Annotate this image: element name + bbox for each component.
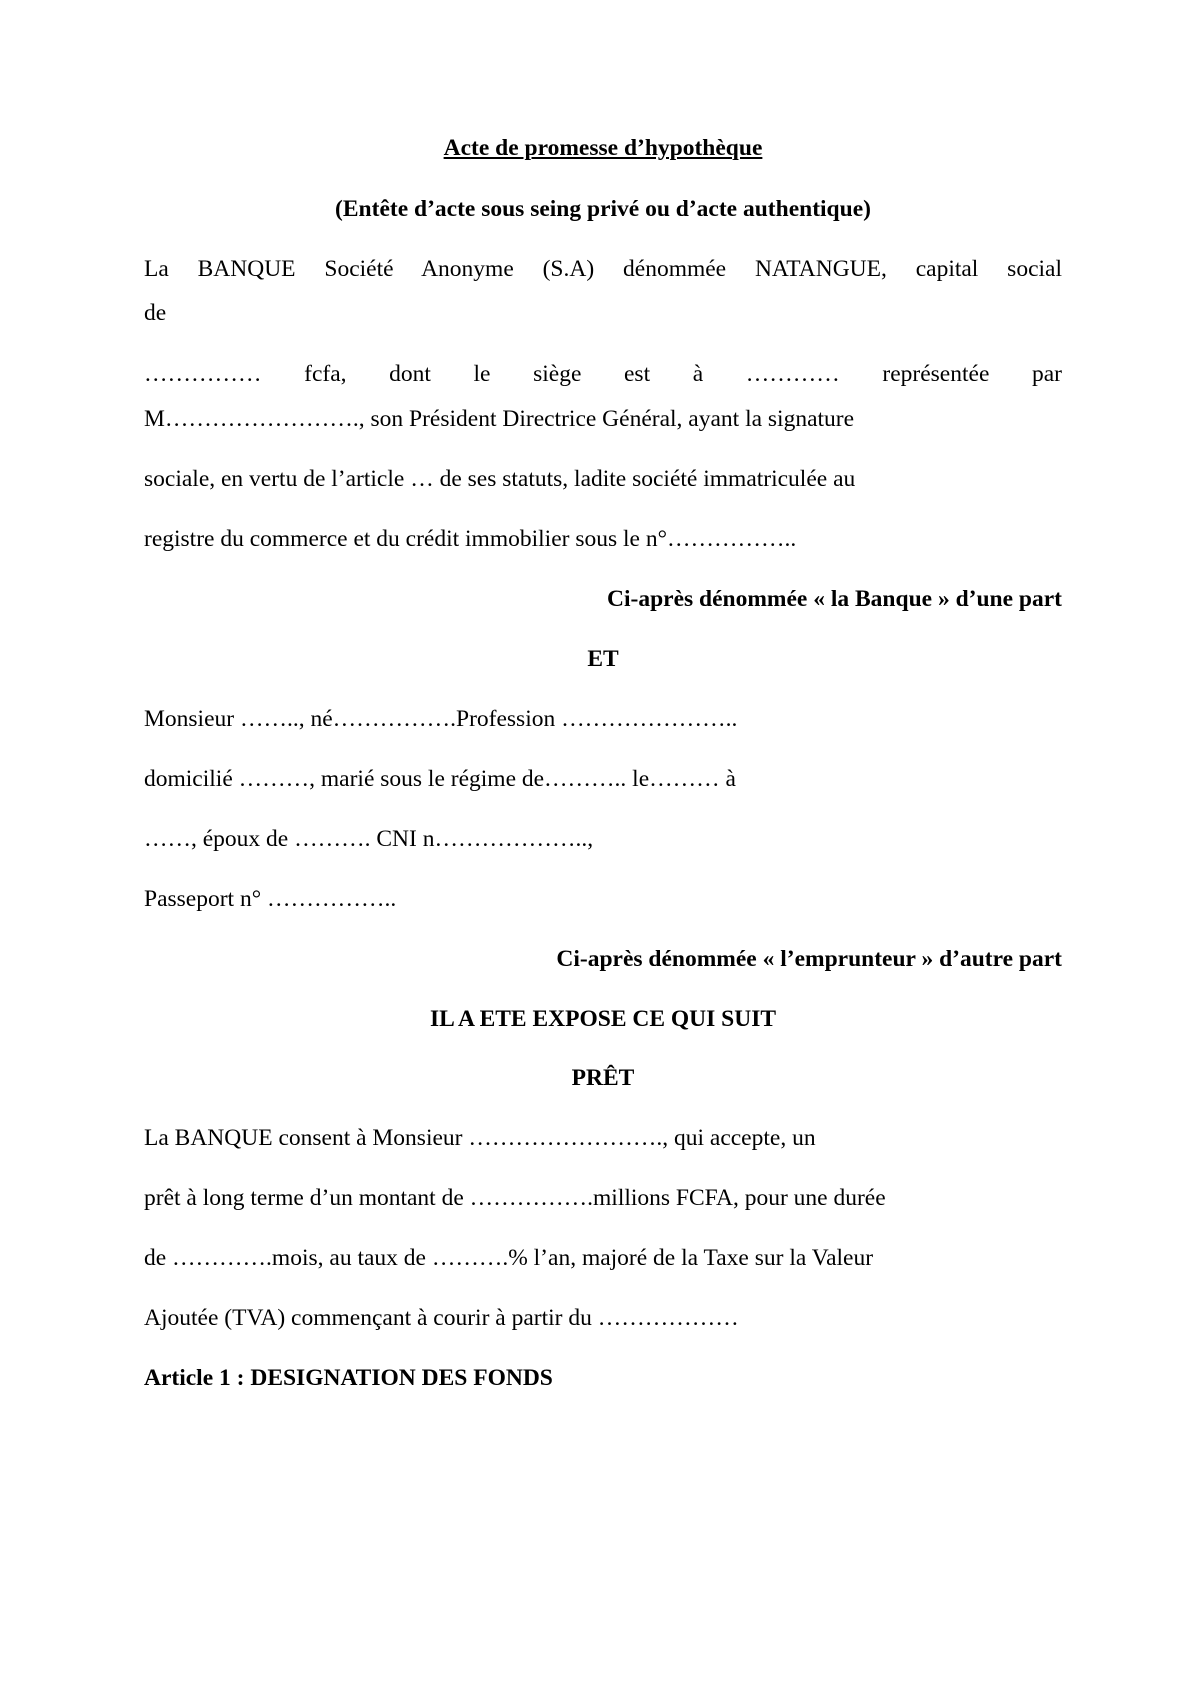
document-subtitle: (Entête d’acte sous seing privé ou d’acte authentique) <box>335 196 871 222</box>
document-title: Acte de promesse d’hypothèque <box>443 135 763 161</box>
pret-paragraph-line-4: Ajoutée (TVA) commençant à courir à partir du ……………… <box>144 1305 739 1331</box>
bank-designation: Ci-après dénommée « la Banque » d’une part <box>607 586 1062 612</box>
borrower-paragraph-line-2: domicilié ………, marié sous le régime de……….. le……… à <box>144 766 736 792</box>
bank-paragraph-line-6: registre du commerce et du crédit immobilier sous le n°…………….. <box>144 526 797 552</box>
borrower-paragraph-line-4: Passeport n° …………….. <box>144 886 397 912</box>
et-heading: ET <box>587 646 619 672</box>
pret-heading: PRÊT <box>571 1065 635 1091</box>
article-1-heading: Article 1 : DESIGNATION DES FONDS <box>144 1365 553 1391</box>
bank-paragraph-line-5: sociale, en vertu de l’article … de ses statuts, ladite société immatriculée au <box>144 466 856 492</box>
borrower-paragraph-line-3: ……, époux de ………. CNI n……………….., <box>144 826 594 852</box>
pret-paragraph-line-1: La BANQUE consent à Monsieur ……………………., qui accepte, un <box>144 1125 816 1151</box>
pret-paragraph-line-2: prêt à long terme d’un montant de …………….millions FCFA, pour une durée <box>144 1185 886 1211</box>
bank-paragraph-line-3: …………… fcfa, dont le siège est à ………… représentée par <box>144 361 1062 387</box>
bank-paragraph-line-1: La BANQUE Société Anonyme (S.A) dénommée NATANGUE, capital social <box>144 256 1062 282</box>
borrower-designation: Ci-après dénommée « l’emprunteur » d’autre part <box>556 946 1062 972</box>
bank-paragraph-line-2: de <box>144 300 167 326</box>
borrower-paragraph-line-1: Monsieur …….., né…………….Profession ………………….. <box>144 706 738 732</box>
bank-paragraph-line-4: M……………………., son Président Directrice Général, ayant la signature <box>144 406 855 432</box>
expose-heading: IL A ETE EXPOSE CE QUI SUIT <box>429 1006 777 1032</box>
pret-paragraph-line-3: de ………….mois, au taux de ……….% l’an, majoré de la Taxe sur la Valeur <box>144 1245 874 1271</box>
